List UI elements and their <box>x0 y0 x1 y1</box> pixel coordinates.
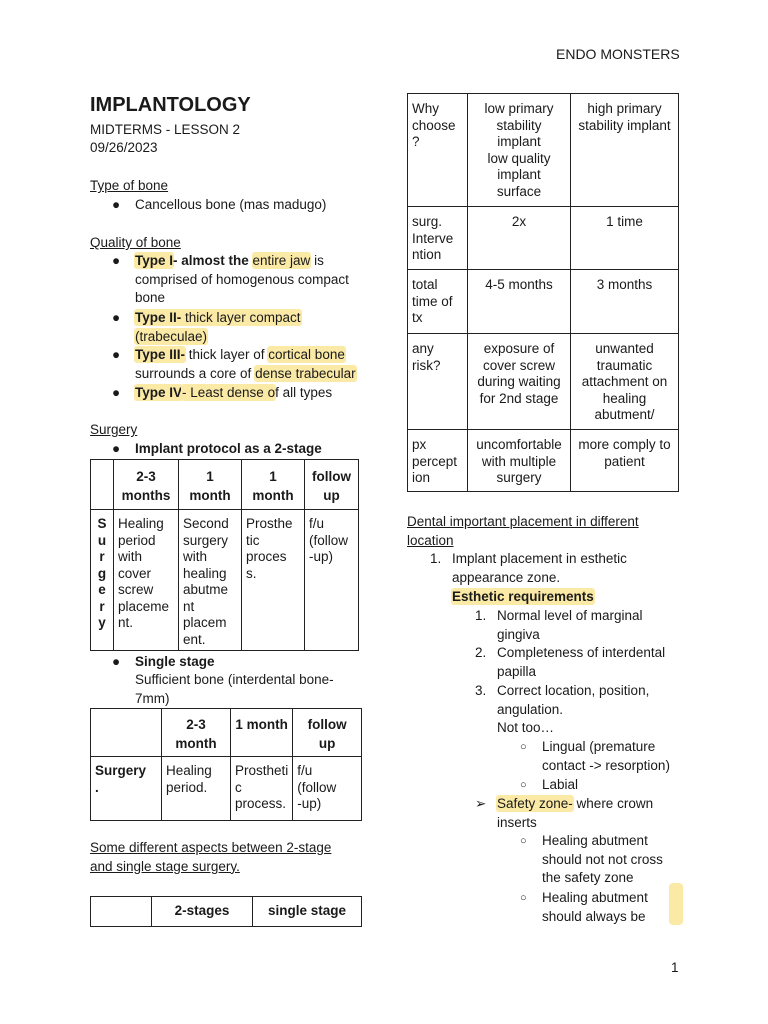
date: 09/26/2023 <box>90 140 158 155</box>
subtitle: MIDTERMS - LESSON 2 <box>90 122 241 137</box>
table-cell: f/u (follow -up) <box>293 757 362 821</box>
placement-item-1: Implant placement in esthetic appearance zone. <box>452 551 627 585</box>
type-3-line2-highlight: dense trabecular <box>255 365 356 381</box>
table-header-row <box>91 897 362 927</box>
single-stage-table <box>90 708 362 821</box>
row-label: S u r g e r y <box>91 510 114 651</box>
table-cell: px percept ion <box>408 430 468 492</box>
table-cell: exposure of cover screw during waiting for 2nd stage <box>468 334 571 430</box>
table-row <box>408 270 679 334</box>
type-3-line2: surrounds a core of <box>135 365 256 381</box>
type-of-bone-heading: Type of bone <box>90 178 169 193</box>
table-cell: 2x <box>468 207 571 270</box>
type-of-bone-item: Cancellous bone (mas madugo) <box>135 197 327 212</box>
type-4-rest: f all types <box>275 385 333 400</box>
table-cell: 3 months <box>571 270 679 334</box>
table-cell: high primary stability implant <box>571 94 679 207</box>
table-cell: surg. Interve ntion <box>408 207 468 270</box>
bone-type-2 <box>135 309 375 346</box>
circle-bullet-icon: ○ <box>520 741 527 753</box>
sub-item: Healing abutment should always be <box>542 890 648 924</box>
not-too-label: Not too… <box>497 720 555 735</box>
safety-zone-rest: where crown <box>572 796 654 811</box>
list-number: 3. <box>475 683 487 698</box>
table-cell: Healing period with cover screw placeme nt. <box>114 510 179 651</box>
table-row <box>91 510 359 651</box>
comparison-table <box>407 93 679 492</box>
row-label: Surgery . <box>91 757 162 821</box>
type-3-rest: thick layer of <box>185 347 269 362</box>
type-1-rest: is <box>310 253 324 268</box>
table-header-cell <box>91 709 162 757</box>
table-row <box>91 757 362 821</box>
table-cell: Prostheti c process. <box>231 757 293 821</box>
type-1-line2: comprised of homogenous compact <box>135 271 349 287</box>
table-cell: any risk? <box>408 334 468 430</box>
bullet-icon: ● <box>112 347 121 362</box>
list-number: 1. <box>475 608 487 623</box>
table-cell: uncomfortable with multiple surgery <box>468 430 571 492</box>
table-header-cell: 1 month <box>179 460 242 510</box>
aspects-table <box>90 896 362 927</box>
table-cell: Why choose ? <box>408 94 468 207</box>
table-row <box>408 334 679 430</box>
safety-zone-line2: inserts <box>497 814 537 830</box>
table-header-cell: 2-3 month <box>162 709 231 757</box>
table-cell: Prosthe tic proces s. <box>242 510 305 651</box>
esthetic-requirements <box>452 588 594 607</box>
table-header-cell: 2-stages <box>152 897 253 927</box>
table-cell: more comply to patient <box>571 430 679 492</box>
type-4-highlight: - Least dense o <box>182 385 276 400</box>
table-header-row <box>91 709 362 757</box>
bullet-icon: ● <box>112 385 121 400</box>
type-2-label: Type II- <box>135 310 182 325</box>
bone-type-4 <box>135 384 375 403</box>
requirement-item: Completeness of interdental papilla <box>497 645 666 679</box>
two-stage-table <box>90 459 359 651</box>
bullet-icon: ● <box>112 253 121 268</box>
type-1-dash: - almost the <box>173 253 253 268</box>
list-number: 1. <box>430 551 442 566</box>
table-cell: total time of tx <box>408 270 468 334</box>
table-header-row <box>91 460 359 510</box>
sub-item: Healing abutment should not not cross the safety zone <box>542 833 663 885</box>
type-1-line3: bone <box>135 290 166 305</box>
type-4-label: Type IV <box>135 385 183 400</box>
esthetic-requirements-label: Esthetic requirements <box>452 589 594 604</box>
circle-bullet-icon: ○ <box>520 892 527 904</box>
page-number: 1 <box>671 960 679 975</box>
highlight-mark <box>669 883 683 925</box>
table-header-cell: 1 month <box>231 709 293 757</box>
bone-type-1 <box>135 252 375 308</box>
table-cell: Healing period. <box>162 757 231 821</box>
table-header-cell <box>91 897 152 927</box>
circle-bullet-icon: ○ <box>520 835 527 847</box>
aspects-heading: Some different aspects between 2-stage and single stage surgery. <box>90 840 332 874</box>
protocol-label: Implant protocol as a 2-stage <box>135 441 322 456</box>
table-cell: f/u (follow -up) <box>305 510 359 651</box>
table-header-cell: 2-3 months <box>114 460 179 510</box>
bone-type-3 <box>135 346 375 383</box>
single-stage-note: Sufficient bone (interdental bone- 7mm) <box>135 672 334 706</box>
sub-item: Labial <box>542 777 579 792</box>
bullet-icon: ● <box>112 197 121 212</box>
circle-bullet-icon: ○ <box>520 779 527 791</box>
header-text: ENDO MONSTERS <box>556 46 680 62</box>
safety-zone-highlight: Safety zone- <box>497 796 573 811</box>
single-stage-label: Single stage <box>135 654 215 669</box>
bullet-icon: ● <box>112 441 121 456</box>
sub-item: Lingual (premature contact -> resorption) <box>542 739 670 773</box>
type-1-label: Type I <box>135 253 174 268</box>
bullet-icon: ● <box>112 654 121 669</box>
type-2-rest: thick layer compact <box>181 310 301 325</box>
table-cell: 4-5 months <box>468 270 571 334</box>
type-3-highlight: cortical bone <box>268 347 345 362</box>
type-2-line2: (trabeculae) <box>135 328 208 344</box>
table-header-cell: single stage <box>253 897 362 927</box>
table-cell: 1 time <box>571 207 679 270</box>
type-1-highlight: entire jaw <box>252 253 311 268</box>
placement-heading: Dental important placement in different location <box>407 514 639 548</box>
requirement-item: Correct location, position, angulation. <box>497 683 650 717</box>
bullet-icon: ● <box>112 310 121 325</box>
table-cell: Second surgery with healing abutme nt placem ent. <box>179 510 242 651</box>
quality-of-bone-heading: Quality of bone <box>90 235 181 250</box>
table-cell: unwanted traumatic attachment on healing abutment/ <box>571 334 679 430</box>
table-header-cell: 1 month <box>242 460 305 510</box>
table-row <box>408 207 679 270</box>
list-number: 2. <box>475 645 487 660</box>
surgery-heading: Surgery <box>90 422 138 437</box>
table-header-cell: follow up <box>305 460 359 510</box>
table-cell: low primary stability implant low quality implant surface <box>468 94 571 207</box>
table-header-cell <box>91 460 114 510</box>
arrow-bullet-icon: ➢ <box>475 796 487 811</box>
table-row <box>408 94 679 207</box>
safety-zone-item <box>497 795 653 832</box>
table-row <box>408 430 679 492</box>
page-title: IMPLANTOLOGY <box>90 94 251 116</box>
requirement-item: Normal level of marginal gingiva <box>497 608 643 642</box>
type-3-label: Type III- <box>135 347 186 362</box>
table-header-cell: follow up <box>293 709 362 757</box>
